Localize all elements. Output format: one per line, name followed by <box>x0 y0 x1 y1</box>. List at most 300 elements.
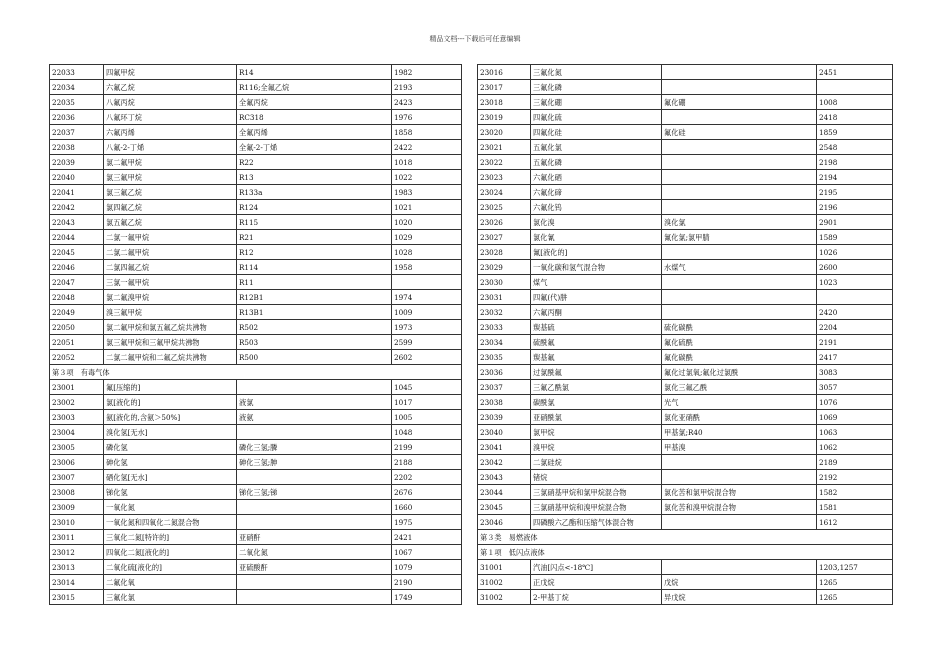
cell-code: 23026 <box>478 215 531 230</box>
table-row <box>478 470 893 485</box>
table-row <box>478 320 893 335</box>
cell-alias: 液氨 <box>237 410 392 425</box>
cell-un-number: 2600 <box>817 260 893 275</box>
cell-name: 一氧化氮和四氧化二氮混合物 <box>104 515 237 530</box>
cell-name: 锑化氢 <box>104 485 237 500</box>
section-heading: 第１项 低闪点液体 <box>478 545 893 560</box>
cell-un-number: 2676 <box>392 485 462 500</box>
cell-name: 三氟化硼 <box>531 95 662 110</box>
cell-code: 23037 <box>478 380 531 395</box>
cell-un-number: 1582 <box>817 485 893 500</box>
cell-un-number: 2199 <box>392 440 462 455</box>
table-row <box>50 95 462 110</box>
cell-alias <box>662 275 817 290</box>
cell-un-number: 1589 <box>817 230 893 245</box>
cell-name: 二氯四氟乙烷 <box>104 260 237 275</box>
cell-alias: 硫化碳酰 <box>662 320 817 335</box>
cell-alias: 戊烷 <box>662 575 817 590</box>
table-row <box>50 65 462 80</box>
cell-alias <box>662 140 817 155</box>
cell-code: 23017 <box>478 80 531 95</box>
cell-name: 氯二氟甲烷和氯五氟乙烷共沸物 <box>104 320 237 335</box>
cell-alias <box>662 185 817 200</box>
cell-un-number: 1063 <box>817 425 893 440</box>
cell-alias <box>237 380 392 395</box>
cell-code: 23042 <box>478 455 531 470</box>
cell-alias: 全氟丙烯 <box>237 125 392 140</box>
cell-name: 三氟化氮 <box>531 65 662 80</box>
cell-alias: 氟化硫酰 <box>662 335 817 350</box>
table-row <box>478 245 893 260</box>
cell-code: 23011 <box>50 530 104 545</box>
cell-un-number: 2599 <box>392 335 462 350</box>
cell-code: 22037 <box>50 125 104 140</box>
cell-un-number: 1859 <box>817 125 893 140</box>
table-row <box>50 440 462 455</box>
table-row <box>50 335 462 350</box>
cell-alias: R13 <box>237 170 392 185</box>
table-row <box>478 185 893 200</box>
cell-alias: 锑化三氢;锑 <box>237 485 392 500</box>
cell-un-number: 2188 <box>392 455 462 470</box>
table-row <box>478 260 893 275</box>
cell-code: 23033 <box>478 320 531 335</box>
table-row <box>478 590 893 605</box>
cell-name: 六氟丙烯 <box>104 125 237 140</box>
table-row <box>50 230 462 245</box>
cell-code: 23014 <box>50 575 104 590</box>
cell-alias: 氰化氯;氯甲腈 <box>662 230 817 245</box>
table-row <box>50 155 462 170</box>
cell-un-number: 2901 <box>817 215 893 230</box>
table-row <box>50 215 462 230</box>
cell-name: 溴三氟甲烷 <box>104 305 237 320</box>
cell-alias: 溴化氯 <box>662 215 817 230</box>
table-row <box>478 455 893 470</box>
cell-name: 砷化氢 <box>104 455 237 470</box>
cell-name: 二氯一氟甲烷 <box>104 230 237 245</box>
cell-code: 22049 <box>50 305 104 320</box>
table-row <box>478 425 893 440</box>
cell-un-number: 2204 <box>817 320 893 335</box>
cell-alias: 甲基氯;R40 <box>662 425 817 440</box>
cell-alias: R13B1 <box>237 305 392 320</box>
cell-name: 氯三氟甲烷 <box>104 170 237 185</box>
cell-un-number: 2451 <box>817 65 893 80</box>
table-row <box>478 350 893 365</box>
table-row <box>50 530 462 545</box>
cell-code: 22039 <box>50 155 104 170</box>
cell-code: 23025 <box>478 200 531 215</box>
table-row <box>478 125 893 140</box>
cell-name: 四氟化硫 <box>531 110 662 125</box>
table-row <box>478 95 893 110</box>
cell-alias: R11 <box>237 275 392 290</box>
section-row <box>50 365 462 380</box>
table-row <box>50 245 462 260</box>
cell-code: 23012 <box>50 545 104 560</box>
cell-alias <box>662 245 817 260</box>
cell-code: 23023 <box>478 170 531 185</box>
cell-name: 羰基硫 <box>531 320 662 335</box>
cell-name: 氯五氟乙烷 <box>104 215 237 230</box>
cell-name: 氰[液化的] <box>531 245 662 260</box>
cell-name: 氯二氟溴甲烷 <box>104 290 237 305</box>
cell-code: 23032 <box>478 305 531 320</box>
cell-name: 三氯一氟甲烷 <box>104 275 237 290</box>
cell-un-number: 2418 <box>817 110 893 125</box>
cell-alias: 氯化亚硝酰 <box>662 410 817 425</box>
cell-name: 氯三氟甲烷和三氟甲烷共沸物 <box>104 335 237 350</box>
right-table <box>477 64 893 605</box>
cell-un-number: 1612 <box>817 515 893 530</box>
cell-code: 23010 <box>50 515 104 530</box>
table-row <box>50 200 462 215</box>
cell-code: 22042 <box>50 200 104 215</box>
cell-name: 六氟化碲 <box>531 185 662 200</box>
cell-code: 23007 <box>50 470 104 485</box>
table-row <box>478 515 893 530</box>
cell-name: 二氧化硫[液化的] <box>104 560 237 575</box>
cell-name: 硫酰氟 <box>531 335 662 350</box>
cell-name: 五氟化氯 <box>531 140 662 155</box>
table-row <box>50 140 462 155</box>
cell-name: 氯化氰 <box>531 230 662 245</box>
cell-name: 四氧化二氮[液化的] <box>104 545 237 560</box>
table-row <box>478 485 893 500</box>
cell-code: 23008 <box>50 485 104 500</box>
cell-un-number: 3057 <box>817 380 893 395</box>
cell-code: 22034 <box>50 80 104 95</box>
cell-un-number: 2422 <box>392 140 462 155</box>
cell-un-number: 1048 <box>392 425 462 440</box>
cell-un-number: 1973 <box>392 320 462 335</box>
cell-alias <box>237 575 392 590</box>
cell-code: 31001 <box>478 560 531 575</box>
section-row <box>478 545 893 560</box>
table-row <box>50 545 462 560</box>
cell-un-number: 1018 <box>392 155 462 170</box>
cell-name: 2-甲基丁烷 <box>531 590 662 605</box>
cell-un-number: 1009 <box>392 305 462 320</box>
cell-code: 23035 <box>478 350 531 365</box>
section-row <box>478 530 893 545</box>
cell-name: 三氟化氯 <box>104 590 237 605</box>
cell-alias: 全氟-2-丁烯 <box>237 140 392 155</box>
cell-code: 23024 <box>478 185 531 200</box>
cell-name: 羰基氟 <box>531 350 662 365</box>
table-row <box>478 365 893 380</box>
cell-un-number: 1974 <box>392 290 462 305</box>
cell-un-number: 1581 <box>817 500 893 515</box>
table-row <box>478 215 893 230</box>
table-row <box>478 110 893 125</box>
cell-un-number: 3083 <box>817 365 893 380</box>
cell-code: 22043 <box>50 215 104 230</box>
cell-un-number: 2191 <box>817 335 893 350</box>
cell-alias: 氟化过氯氧;氟化过氯酰 <box>662 365 817 380</box>
cell-code: 22035 <box>50 95 104 110</box>
table-row <box>50 260 462 275</box>
cell-alias: R14 <box>237 65 392 80</box>
table-row <box>50 380 462 395</box>
table-row <box>50 395 462 410</box>
cell-name: 溴化氢[无水] <box>104 425 237 440</box>
cell-un-number: 1029 <box>392 230 462 245</box>
cell-un-number: 1858 <box>392 125 462 140</box>
cell-name: 八氟-2-丁烯 <box>104 140 237 155</box>
cell-name: 六氟化硒 <box>531 170 662 185</box>
cell-un-number: 1976 <box>392 110 462 125</box>
cell-un-number: 2420 <box>817 305 893 320</box>
cell-un-number: 1076 <box>817 395 893 410</box>
cell-name: 四氟化硅 <box>531 125 662 140</box>
cell-name: 八氟丙烷 <box>104 95 237 110</box>
cell-code: 22044 <box>50 230 104 245</box>
cell-code: 22040 <box>50 170 104 185</box>
cell-alias <box>237 425 392 440</box>
cell-alias: 二氧化氮 <box>237 545 392 560</box>
cell-alias: 全氟丙烷 <box>237 95 392 110</box>
cell-alias: 液氯 <box>237 395 392 410</box>
cell-code: 31002 <box>478 590 531 605</box>
section-heading: 第３类 易燃液体 <box>478 530 893 545</box>
cell-name: 氨[液化的,含氨＞50%] <box>104 410 237 425</box>
cell-un-number: 2421 <box>392 530 462 545</box>
cell-alias: 氯化苦和溴甲烷混合物 <box>662 500 817 515</box>
cell-alias <box>662 170 817 185</box>
cell-code: 23018 <box>478 95 531 110</box>
cell-name: 四氟甲烷 <box>104 65 237 80</box>
cell-alias <box>237 590 392 605</box>
cell-un-number: 1958 <box>392 260 462 275</box>
table-row <box>50 500 462 515</box>
table-row <box>50 290 462 305</box>
cell-name: 三氯硝基甲烷和溴甲烷混合物 <box>531 500 662 515</box>
cell-un-number: 1067 <box>392 545 462 560</box>
cell-code: 23022 <box>478 155 531 170</box>
cell-code: 22041 <box>50 185 104 200</box>
cell-code: 23015 <box>50 590 104 605</box>
cell-un-number: 2423 <box>392 95 462 110</box>
table-row <box>50 320 462 335</box>
cell-un-number: 2548 <box>817 140 893 155</box>
page-header: 精品文档---下载后可任意编辑 <box>429 35 521 43</box>
cell-name: 氯甲烷 <box>531 425 662 440</box>
cell-un-number: 1008 <box>817 95 893 110</box>
cell-alias: 甲基溴 <box>662 440 817 455</box>
table-row <box>478 230 893 245</box>
cell-un-number: 1017 <box>392 395 462 410</box>
cell-alias: 磷化三氢;膦 <box>237 440 392 455</box>
cell-name: 正戊烷 <box>531 575 662 590</box>
cell-alias: R502 <box>237 320 392 335</box>
cell-alias: 亚硝酐 <box>237 530 392 545</box>
cell-name: 碳酰氯 <box>531 395 662 410</box>
cell-un-number: 2198 <box>817 155 893 170</box>
table-row <box>50 305 462 320</box>
cell-alias: R12 <box>237 245 392 260</box>
cell-un-number: 1660 <box>392 500 462 515</box>
cell-un-number: 1749 <box>392 590 462 605</box>
table-row <box>478 155 893 170</box>
cell-code: 23001 <box>50 380 104 395</box>
cell-code: 22046 <box>50 260 104 275</box>
cell-code: 23029 <box>478 260 531 275</box>
table-row <box>50 110 462 125</box>
cell-alias <box>237 500 392 515</box>
cell-un-number <box>817 80 893 95</box>
cell-code: 23013 <box>50 560 104 575</box>
cell-un-number: 1023 <box>817 275 893 290</box>
cell-name: 八氟环丁烷 <box>104 110 237 125</box>
table-row <box>478 200 893 215</box>
table-row <box>50 485 462 500</box>
cell-code: 23041 <box>478 440 531 455</box>
cell-code: 22038 <box>50 140 104 155</box>
cell-code: 22045 <box>50 245 104 260</box>
table-row <box>478 275 893 290</box>
cell-name: 亚硝酰氯 <box>531 410 662 425</box>
cell-alias <box>662 200 817 215</box>
table-row <box>50 350 462 365</box>
cell-name: 五氟化磷 <box>531 155 662 170</box>
cell-un-number: 2189 <box>817 455 893 470</box>
cell-un-number: 1020 <box>392 215 462 230</box>
cell-alias: 异戊烷 <box>662 590 817 605</box>
cell-un-number <box>392 275 462 290</box>
cell-name: 六氟化钨 <box>531 200 662 215</box>
cell-name: 四氟(代)肼 <box>531 290 662 305</box>
cell-un-number: 1982 <box>392 65 462 80</box>
cell-alias: R116;全氟乙烷 <box>237 80 392 95</box>
cell-name: 氯四氟乙烷 <box>104 200 237 215</box>
cell-alias <box>662 305 817 320</box>
cell-name: 三氟乙酰氯 <box>531 380 662 395</box>
cell-un-number: 2196 <box>817 200 893 215</box>
table-row <box>50 80 462 95</box>
cell-name: 二氟化氧 <box>104 575 237 590</box>
cell-code: 23034 <box>478 335 531 350</box>
cell-code: 23020 <box>478 125 531 140</box>
cell-un-number: 2192 <box>817 470 893 485</box>
left-table <box>49 64 462 605</box>
table-row <box>50 170 462 185</box>
table-row <box>478 560 893 575</box>
cell-name: 氯二氟甲烷 <box>104 155 237 170</box>
cell-alias <box>662 560 817 575</box>
cell-alias <box>662 470 817 485</box>
cell-name: 三氟化磷 <box>531 80 662 95</box>
cell-name: 一氧化氮 <box>104 500 237 515</box>
cell-name: 氟[压缩的] <box>104 380 237 395</box>
cell-alias <box>662 110 817 125</box>
cell-name: 六氟丙酮 <box>531 305 662 320</box>
cell-un-number: 1975 <box>392 515 462 530</box>
table-row <box>50 185 462 200</box>
cell-code: 23028 <box>478 245 531 260</box>
cell-alias <box>237 515 392 530</box>
table-row <box>50 125 462 140</box>
cell-un-number: 1005 <box>392 410 462 425</box>
cell-name: 硒化氢[无水] <box>104 470 237 485</box>
cell-alias: R500 <box>237 350 392 365</box>
cell-code: 23030 <box>478 275 531 290</box>
cell-code: 23036 <box>478 365 531 380</box>
table-row <box>478 500 893 515</box>
table-row <box>478 440 893 455</box>
cell-code: 23003 <box>50 410 104 425</box>
cell-un-number: 1265 <box>817 590 893 605</box>
table-row <box>50 515 462 530</box>
cell-name: 四磷酸六乙酯和压缩气体混合物 <box>531 515 662 530</box>
cell-code: 31002 <box>478 575 531 590</box>
cell-name: 氯[液化的] <box>104 395 237 410</box>
cell-alias <box>662 290 817 305</box>
cell-alias: 砷化三氢;胂 <box>237 455 392 470</box>
table-row <box>50 590 462 605</box>
cell-code: 22048 <box>50 290 104 305</box>
cell-name: 过氯酰氟 <box>531 365 662 380</box>
cell-code: 23040 <box>478 425 531 440</box>
cell-name: 氯化溴 <box>531 215 662 230</box>
cell-un-number: 2190 <box>392 575 462 590</box>
cell-name: 煤气 <box>531 275 662 290</box>
cell-alias <box>662 80 817 95</box>
cell-alias: R503 <box>237 335 392 350</box>
cell-code: 22047 <box>50 275 104 290</box>
table-row <box>478 575 893 590</box>
table-row <box>478 335 893 350</box>
cell-un-number: 1203,1257 <box>817 560 893 575</box>
cell-alias: R21 <box>237 230 392 245</box>
cell-code: 23031 <box>478 290 531 305</box>
cell-code: 22052 <box>50 350 104 365</box>
cell-alias: 水煤气 <box>662 260 817 275</box>
cell-alias: R22 <box>237 155 392 170</box>
cell-code: 22050 <box>50 320 104 335</box>
cell-code: 23045 <box>478 500 531 515</box>
cell-alias: 亚硫酸酐 <box>237 560 392 575</box>
cell-alias: 氟化硅 <box>662 125 817 140</box>
cell-code: 23005 <box>50 440 104 455</box>
cell-name: 一氧化碳和氢气混合物 <box>531 260 662 275</box>
table-row <box>478 140 893 155</box>
cell-alias: 氟化碳酰 <box>662 350 817 365</box>
cell-un-number: 2602 <box>392 350 462 365</box>
cell-code: 22051 <box>50 335 104 350</box>
cell-un-number: 1026 <box>817 245 893 260</box>
cell-alias <box>662 65 817 80</box>
cell-code: 23043 <box>478 470 531 485</box>
table-row <box>50 425 462 440</box>
cell-code: 23044 <box>478 485 531 500</box>
cell-alias: R124 <box>237 200 392 215</box>
cell-name: 二氯二氟甲烷和二氟乙烷共沸物 <box>104 350 237 365</box>
cell-un-number: 2194 <box>817 170 893 185</box>
cell-alias: R133a <box>237 185 392 200</box>
cell-un-number: 1062 <box>817 440 893 455</box>
cell-code: 23046 <box>478 515 531 530</box>
cell-name: 溴甲烷 <box>531 440 662 455</box>
cell-alias: R115 <box>237 215 392 230</box>
table-row <box>478 380 893 395</box>
cell-un-number: 1983 <box>392 185 462 200</box>
cell-alias: 光气 <box>662 395 817 410</box>
cell-un-number: 1045 <box>392 380 462 395</box>
cell-alias: R114 <box>237 260 392 275</box>
cell-code: 23038 <box>478 395 531 410</box>
